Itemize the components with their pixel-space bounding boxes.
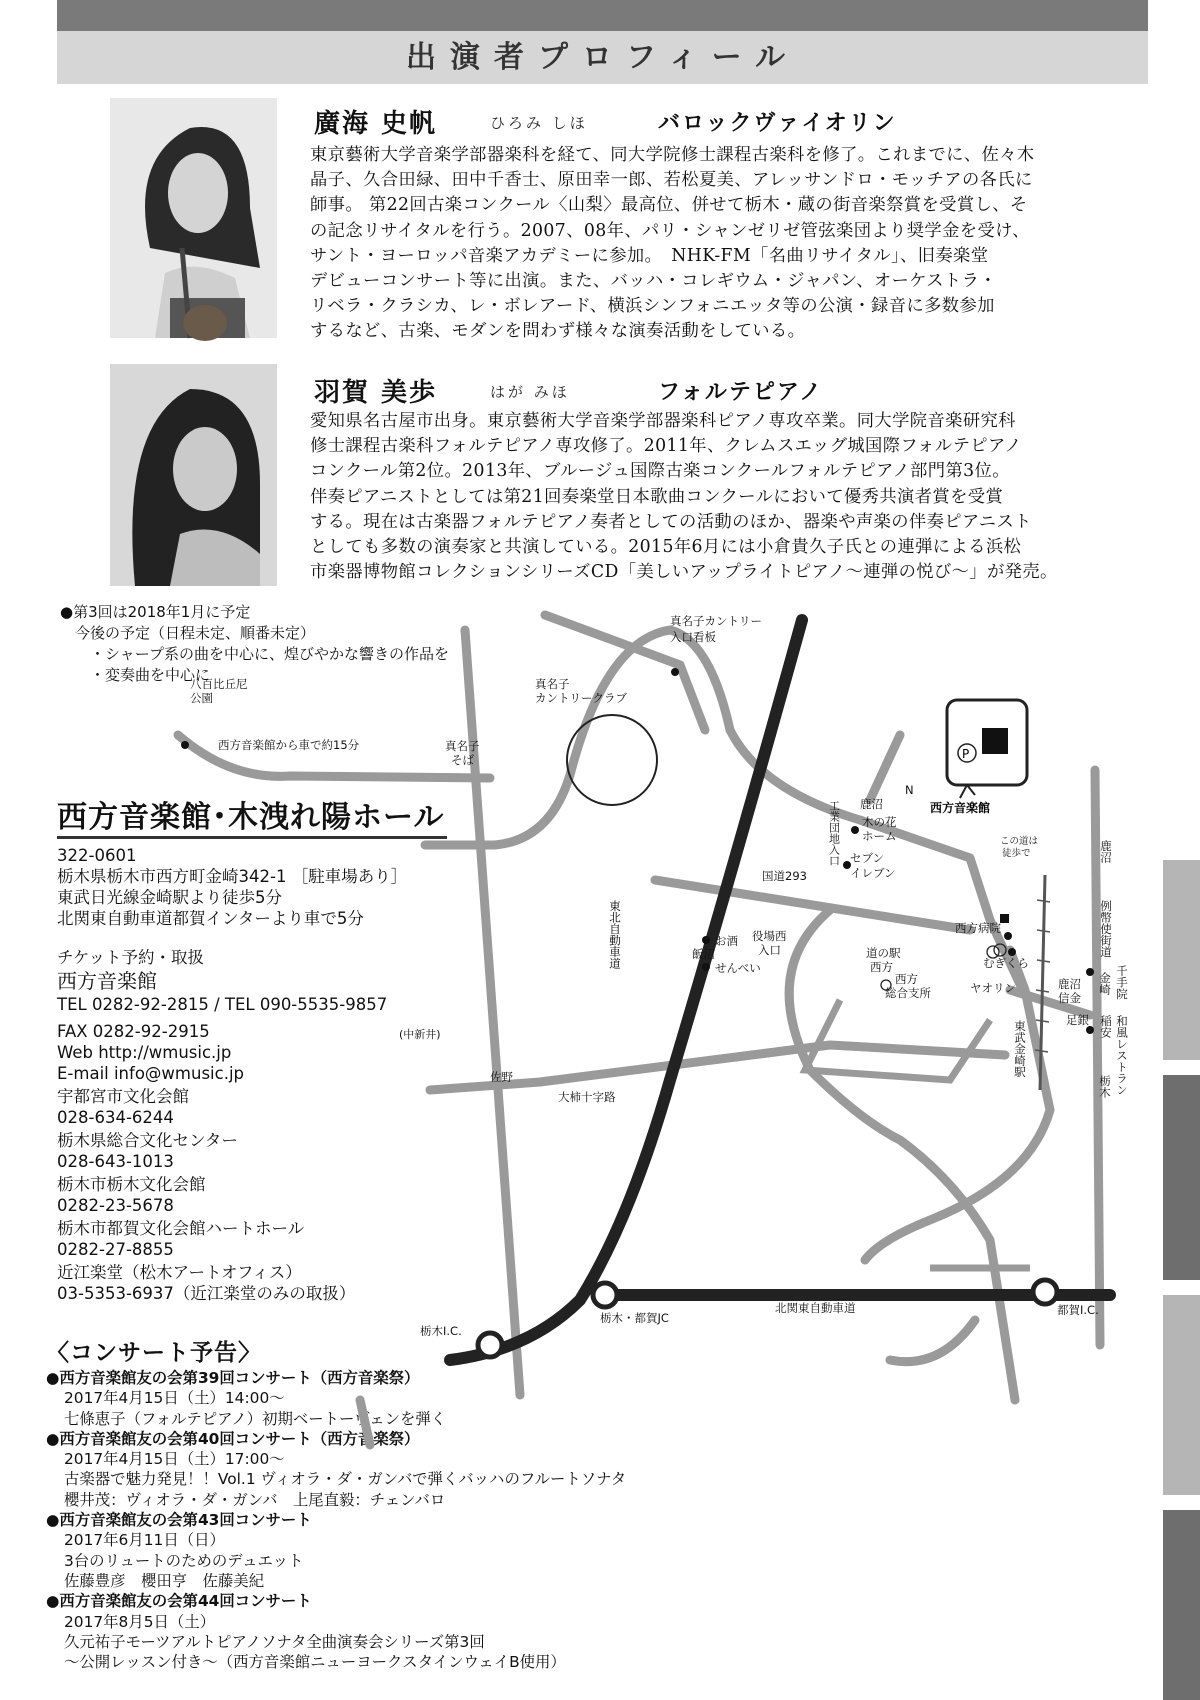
note-line: ・変奏曲を中心に [60, 666, 211, 684]
map-label: ホーム [862, 829, 897, 843]
map-label: 栃木 [1098, 1075, 1112, 1098]
note-line: 今後の予定（日程未定、順番未定） [60, 624, 316, 642]
concert-list [46, 1368, 626, 1672]
outlet-tel: 03-5353-6937（近江楽堂のみの取扱） [57, 1284, 356, 1303]
concert-line: 2017年6月11日（日） [64, 1531, 225, 1550]
map-label: 入口 [758, 943, 781, 957]
bio-line: するなど、古楽、モダンを問わず様々な演奏活動をしている。 [310, 321, 806, 342]
map-label: 金崎 [1098, 972, 1112, 995]
bio-line: 晶子、久合田緑、田中千香士、原田幸一郎、若松夏美、アレッサンドロ・モッチアの各氏に [310, 170, 1033, 191]
concert-line: 2017年4月15日（土）17:00～ [64, 1450, 285, 1469]
venue-address [57, 845, 407, 929]
ticket-info [57, 947, 387, 1304]
map-label: 西方 [870, 960, 893, 974]
concert-title: ●西方音楽館友の会第39回コンサート（西方音楽祭） [46, 1369, 420, 1387]
concert-line: 2017年8月5日（土） [64, 1612, 216, 1631]
bio-line: する。現在は古楽器フォルテピアノ奏者としての活動のほか、器楽や声楽の伴奏ピアニスト [310, 511, 1032, 532]
ticket-web-link[interactable]: Web http://wmusic.jp [57, 1043, 232, 1062]
map-label: せんべい [715, 961, 761, 975]
side-tab [1163, 1075, 1200, 1280]
ticket-org: 西方音楽館 [57, 969, 157, 993]
map-label: お酒 [715, 934, 738, 948]
note-line: ・シャープ系の曲を中心に、煌びやかな響きの作品を [60, 645, 449, 663]
side-tab [1163, 1510, 1200, 1700]
map-label: 道の駅 [866, 946, 901, 960]
map-label: 公園 [190, 691, 213, 705]
concert-line: 久元祐子モーツアルトピアノソナタ全曲演奏会シリーズ第3回 [64, 1632, 485, 1651]
note-line: ●第3回は2018年1月に予定 [60, 603, 251, 621]
map-label: カントリークラブ [535, 691, 627, 705]
map-label: イレブン [850, 866, 896, 880]
ticket-fax: FAX 0282-92-2915 [57, 1022, 210, 1041]
tel-note: (中新井) [399, 1028, 441, 1041]
performer-bio [310, 409, 1122, 585]
map-label: 真名子 [445, 739, 480, 753]
map-label: 都賀I.C. [1057, 1303, 1099, 1317]
map-label: 佐野 [490, 1070, 513, 1084]
bio-line: 師事。 第22回古楽コンクール〈山梨〉最高位、併せて栃木・蔵の街音楽祭賞を受賞し、そ [310, 195, 1028, 216]
map-label: 栃木I.C. [420, 1324, 462, 1338]
map-label: この道は [1000, 836, 1039, 847]
performer-name: 羽賀 美歩 [314, 378, 438, 408]
ticket-tel: TEL 0282-92-2815 / TEL 090-5535-9857 [57, 995, 388, 1014]
outlet-name: 宇都宮市文化会館 [57, 1087, 189, 1106]
concert-line: 佐藤豊彦 櫻田亨 佐藤美紀 [64, 1571, 265, 1590]
map-label: 大柿十字路 [558, 1090, 616, 1104]
map-label: 北関東自動車道 [775, 1301, 856, 1315]
outlet-tel: 0282-27-8855 [57, 1240, 174, 1259]
map-label: 千手院 [1115, 965, 1129, 1000]
country-club-circle [567, 715, 657, 805]
interchange-jc [593, 1283, 617, 1307]
access-line: 東武日光線金崎駅より徒歩5分 [57, 888, 282, 907]
bio-line: 修士課程古楽科フォルテピアノ専攻修了。2011年、クレムスエッグ城国際フォルテピアノ [310, 436, 1022, 457]
map-label: 西方音楽館から車で約15分 [218, 738, 360, 752]
concert-title: ●西方音楽館友の会第43回コンサート [46, 1511, 312, 1530]
interchange-tsuga [1033, 1280, 1057, 1304]
bio-line: の記念リサイタルを行う。2007、08年、パリ・シャンゼリゼ管弦楽団より奨学金を受け、 [310, 220, 1030, 241]
performer-name: 廣海 史帆 [314, 109, 438, 139]
outlet-name: 近江楽堂（松木アートオフィス） [57, 1263, 302, 1282]
outlet-name: 栃木市栃木文化会館 [57, 1175, 206, 1194]
map-label: 信金 [1058, 991, 1081, 1005]
outlet-name: 栃木市都賀文化会館ハートホール [57, 1219, 305, 1238]
performer-kana: はが みほ [490, 383, 570, 401]
map-label: 足銀 [1066, 1013, 1089, 1027]
map-label: 西方病院 [955, 921, 1001, 935]
page-title: 出演者プロフィール [57, 31, 1148, 84]
map-label: 飯沼 [692, 947, 715, 961]
map-label: 木の花 [862, 815, 897, 829]
concert-line: 古楽器で魅力発見！！Vol.1 ヴィオラ・ダ・ガンバで弾くバッハのフルートソナタ [64, 1470, 627, 1489]
map-label: 栃木・都賀JC [600, 1311, 669, 1325]
concert-section-title: 〈コンサート予告〉 [46, 1340, 262, 1366]
road-kanuma [870, 735, 900, 800]
concert-line: 七條恵子（フォルテピアノ）初期ベートーヴェンを弾く [64, 1409, 447, 1428]
map-label: 鹿沼 [860, 797, 883, 811]
bio-line: デビューコンサート等に出演。また、バッハ・コレギウム・ジャパン、オーケストラ・ [310, 271, 997, 292]
map-label: 入口看板 [670, 630, 716, 644]
map-label: P [962, 747, 970, 761]
expressway-tohoku [450, 620, 802, 1360]
access-line: 北関東自動車道都賀インターより車で5分 [57, 909, 364, 928]
outlet-name: 栃木県総合文化センター [57, 1131, 238, 1150]
map-label: 例幣使街道 [1099, 900, 1113, 958]
outlet-tel: 028-634-6244 [57, 1108, 174, 1127]
map-label: 工業団地入口 [827, 800, 841, 866]
bio-line: 愛知県名古屋市出身。東京藝術大学音楽学部器楽科ピアノ専攻卒業。同大学院音楽研究科 [310, 411, 1016, 431]
map-label: 総合支所 [885, 986, 931, 1000]
map-label: 真名子 [535, 677, 570, 691]
map-label: 真名子カントリー [670, 614, 762, 628]
concert-title: ●西方音楽館友の会第44回コンサート [46, 1592, 312, 1611]
map-label: 八百比丘尼 [190, 677, 248, 691]
schedule-note [60, 602, 449, 686]
map-label: セブン [850, 851, 885, 865]
portrait-image [110, 98, 277, 338]
north-indicator: N [905, 783, 914, 797]
map-label: 東北自動車道 [608, 900, 622, 969]
outlet-tel: 028-643-1013 [57, 1152, 174, 1171]
map-label: そば [451, 753, 474, 767]
concert-title: ●西方音楽館友の会第40回コンサート（西方音楽祭） [46, 1429, 420, 1448]
bio-line: 市楽器博物館コレクションシリーズCD「美しいアップライトピアノ～連弾の悦び～」が発売。 [310, 562, 1058, 583]
map-label: 稲安 [1099, 1015, 1113, 1038]
performer-bio [310, 143, 1122, 345]
map-label: ヤオリン [970, 981, 1016, 995]
map-label: 鹿沼 [1099, 840, 1113, 863]
map-label: 国道293 [762, 869, 807, 883]
address-line: 栃木県栃木市西方町金崎342-1 ［駐車場あり］ [57, 867, 408, 886]
performer-kana: ひろみ しほ [490, 114, 588, 132]
map-label: 役場西 [752, 929, 787, 943]
venue-title: 西方音楽館･木洩れ陽ホール [57, 800, 445, 835]
map-label: 鹿沼 [1058, 977, 1081, 991]
concert-line: ～公開レッスン付き～（西方音楽館ニューヨークスタインウェイB使用） [64, 1653, 566, 1672]
header-bar [57, 0, 1148, 31]
divider [57, 836, 447, 839]
bio-line: 東京藝術大学音楽学部器楽科を経て、同大学院修士課程古楽科を修了。これまでに、佐々木 [310, 145, 1035, 165]
side-tab [1163, 1295, 1200, 1495]
map-label: 和風レストラン [1115, 1015, 1129, 1096]
bio-line: サント・ヨーロッパ音楽アカデミーに参加。 NHK-FM「名曲リサイタル」、旧奏楽堂 [310, 245, 989, 266]
map-label: 徒歩で [1002, 848, 1031, 859]
bio-line: 伴奏ピアニストとしては第21回奏楽堂日本歌曲コンクールにおいて優秀共演者賞を受賞 [310, 486, 1004, 507]
performer-instrument: バロックヴァイオリン [658, 110, 897, 136]
bio-line: コンクール第2位。2013年、ブルージュ国際古楽コンクールフォルテピアノ部門第3位。 [310, 461, 1010, 482]
interchange-tochigi [478, 1333, 502, 1357]
outlet-tel: 0282-23-5678 [57, 1196, 174, 1215]
performer-instrument: フォルテピアノ [658, 379, 824, 405]
concert-line: 3台のリュートのためのデュエット [64, 1551, 304, 1570]
ticket-label: チケット予約・取扱 [57, 948, 205, 967]
road-tsuga [890, 1320, 975, 1362]
map-label: 西方 [895, 972, 918, 986]
postal-code: 322-0601 [57, 846, 137, 865]
map-label: 東武金崎駅 [1013, 1020, 1027, 1078]
bio-line: としても多数の演奏家と共演している。2015年6月には小倉貴久子氏との連弾による浜松 [310, 537, 1022, 558]
portrait-image [110, 364, 277, 586]
performer-photo-haga [110, 364, 277, 586]
side-tab [1163, 860, 1200, 1060]
map-label-venue: 西方音楽館 [930, 801, 991, 815]
map-label: むぎくら [983, 956, 1029, 970]
concert-line: 2017年4月15日（土）14:00～ [64, 1389, 285, 1408]
road-sano [430, 1045, 1005, 1090]
concert-line: 櫻井茂：ヴィオラ・ダ・ガンバ 上尾直毅：チェンバロ [64, 1490, 446, 1509]
ticket-email-link[interactable]: E-mail info@wmusic.jp [57, 1064, 245, 1083]
performer-photo-hiromi [110, 98, 277, 338]
bio-line: リベラ・クラシカ、レ・ボレアード、横浜シンフォニエッタ等の公演・録音に多数参加 [310, 296, 995, 317]
